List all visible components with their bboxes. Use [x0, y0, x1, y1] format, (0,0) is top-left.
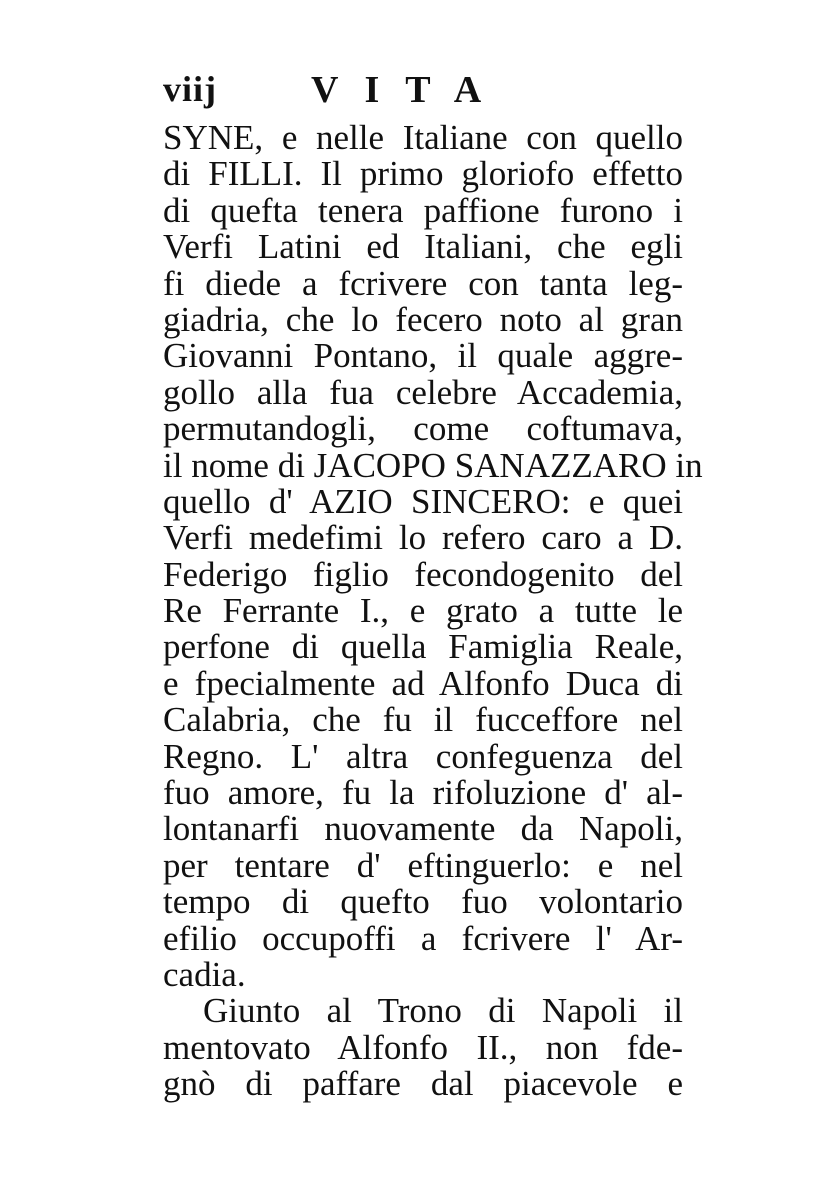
text-line: giadria, che lo fecero noto al gran — [163, 299, 683, 339]
text-line: mentovato Alfonfo II., non fde- — [163, 1027, 683, 1067]
text-line: fi diede a fcrivere con tanta leg- — [163, 263, 683, 303]
text-line: efilio occupoffi a fcrivere l' Ar- — [163, 918, 683, 958]
text-line: Re Ferrante I., e grato a tutte le — [163, 591, 683, 631]
page-number: viij — [163, 69, 217, 109]
text-line: Federigo figlio fecondogenito del — [163, 554, 683, 594]
text-line: Verfi Latini ed Italiani, che egli — [163, 227, 683, 267]
page-header — [163, 68, 683, 118]
text-line: e fpecialmente ad Alfonfo Duca di — [163, 663, 683, 703]
text-line: Giovanni Pontano, il quale aggre- — [163, 336, 683, 376]
paragraph-end-line: cadia. — [163, 954, 246, 994]
text-line: SYNE, e nelle Italiane con quello — [163, 118, 683, 157]
text-line: per tentare d' eftinguerlo: e nel — [163, 845, 683, 885]
text-line: il nome di JACOPO SANAZZARO in — [163, 445, 703, 485]
text-line: Calabria, che fu il fucceffore nel — [163, 700, 683, 740]
running-head: VITA — [311, 69, 508, 111]
text-line: fuo amore, fu la rifoluzione d' al- — [163, 773, 683, 813]
body-text — [163, 118, 703, 1104]
text-line: Regno. L' altra confeguenza del — [163, 736, 683, 776]
text-line: permutandogli, come coftumava, — [163, 409, 683, 449]
text-line: di quefta tenera paffione furono i — [163, 190, 683, 230]
text-line: quello d' AZIO SINCERO: e quei — [163, 481, 683, 521]
text-line: lontanarfi nuovamente da Napoli, — [163, 809, 683, 849]
paragraph-start-line: Giunto al Trono di Napoli il — [203, 991, 683, 1031]
text-line: tempo di quefto fuo volontario — [163, 882, 683, 922]
text-line: gollo alla fua celebre Accademia, — [163, 372, 683, 412]
text-line: gnò di paffare dal piacevole e — [163, 1064, 683, 1104]
text-line: di FILLI. Il primo gloriofo effetto — [163, 154, 683, 194]
text-line: perfone di quella Famiglia Reale, — [163, 627, 683, 667]
text-line: Verfi medefimi lo refero caro a D. — [163, 518, 683, 558]
